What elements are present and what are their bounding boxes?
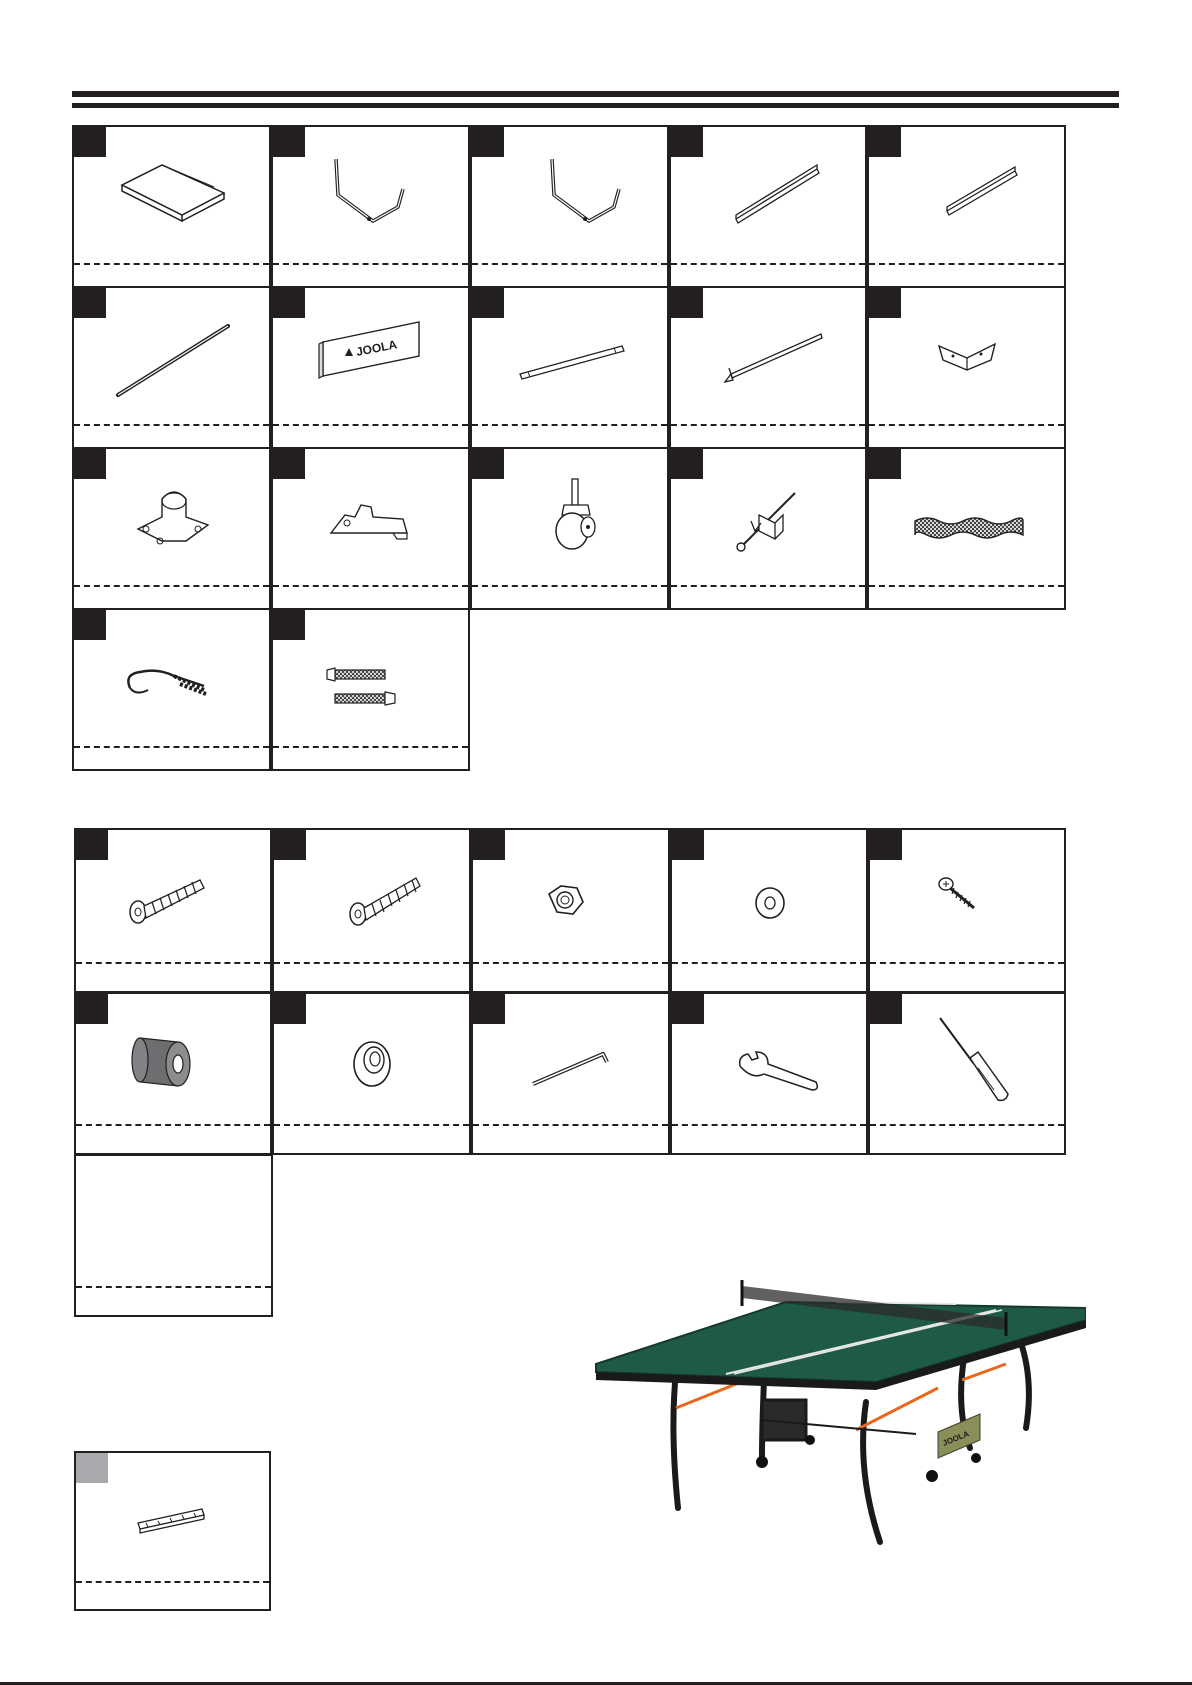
quantity-line	[76, 1581, 269, 1583]
hardware-cell-8	[471, 992, 670, 1155]
angle-rail-icon	[671, 127, 869, 290]
quantity-line	[869, 585, 1064, 587]
quantity-line	[672, 1124, 866, 1126]
quantity-line	[273, 424, 468, 426]
quantity-line	[472, 263, 667, 265]
hardware-cell-10	[868, 992, 1066, 1155]
rubber-spacer-icon	[76, 994, 274, 1157]
part-cell-11	[72, 447, 271, 610]
logo-panel-icon	[273, 288, 472, 451]
quantity-line	[671, 424, 865, 426]
long-rod-icon	[74, 288, 273, 451]
hinge-icon	[76, 1453, 273, 1613]
part-cell-9	[669, 286, 867, 449]
bolt-icon	[76, 830, 274, 995]
u-frame-leg-icon	[472, 127, 671, 290]
corner-bracket-icon	[869, 288, 1068, 451]
header-rule-top	[72, 91, 1119, 97]
net-icon	[869, 449, 1068, 612]
hex-nut-icon	[473, 830, 672, 995]
strap-cord-icon	[74, 610, 273, 773]
quantity-line	[76, 962, 270, 964]
quantity-line	[274, 962, 469, 964]
quantity-line	[869, 263, 1064, 265]
hardware-cell-3	[471, 828, 670, 993]
quantity-line	[273, 746, 468, 748]
latch-pin-icon	[671, 449, 869, 612]
washer-icon	[672, 830, 870, 995]
hardware-cell-9	[670, 992, 868, 1155]
hardware-cell-11	[74, 1154, 273, 1317]
bolt-icon	[274, 830, 473, 995]
part-cell-16	[72, 608, 271, 771]
brace-arm-icon	[671, 288, 869, 451]
extra-part-cell	[74, 1451, 271, 1611]
quantity-line	[870, 962, 1064, 964]
wrench-icon	[672, 994, 870, 1157]
quantity-line	[76, 1124, 270, 1126]
quantity-line	[74, 746, 269, 748]
u-frame-leg-icon	[273, 127, 472, 290]
quantity-line	[671, 585, 865, 587]
quantity-line	[74, 424, 269, 426]
quantity-line	[74, 263, 269, 265]
quantity-line	[472, 585, 667, 587]
part-cell-6	[72, 286, 271, 449]
quantity-line	[472, 424, 667, 426]
part-cell-2	[271, 125, 470, 288]
header-rule-bottom	[72, 103, 1119, 108]
quantity-line	[274, 1124, 469, 1126]
quantity-line	[672, 962, 866, 964]
panel-logo-text: JOOLA	[354, 337, 399, 359]
tube-bar-icon	[472, 288, 671, 451]
quantity-line	[273, 585, 468, 587]
part-cell-10	[867, 286, 1066, 449]
part-cell-1	[72, 125, 271, 288]
hardware-cell-2	[272, 828, 471, 993]
quantity-line	[76, 1286, 271, 1288]
part-cell-17	[271, 608, 470, 771]
part-cell-12	[271, 447, 470, 610]
short-angle-rail-icon	[869, 127, 1068, 290]
quantity-line	[74, 585, 269, 587]
net-clips-icon	[273, 610, 472, 773]
wood-screw-icon	[870, 830, 1068, 995]
hardware-cell-6	[74, 992, 272, 1155]
folded-sheet-icon	[74, 127, 273, 290]
part-cell-3	[470, 125, 669, 288]
hardware-cell-1	[74, 828, 272, 993]
quantity-line	[473, 1124, 668, 1126]
quantity-line	[671, 263, 865, 265]
quantity-line	[273, 263, 468, 265]
cap-washer-icon	[274, 994, 473, 1157]
ping-pong-table-icon	[586, 1280, 1086, 1550]
part-cell-13	[470, 447, 669, 610]
net-logo-text: JOOLA	[941, 1429, 971, 1448]
quantity-line	[870, 1124, 1064, 1126]
hardware-cell-7	[272, 992, 471, 1155]
hardware-cell-4	[670, 828, 868, 993]
hook-plate-icon	[273, 449, 472, 612]
hardware-cell-5	[868, 828, 1066, 993]
part-cell-5	[867, 125, 1066, 288]
part-cell-14	[669, 447, 867, 610]
caster-wheel-icon	[472, 449, 671, 612]
quantity-line	[473, 962, 668, 964]
pipe-clamp-icon	[74, 449, 273, 612]
part-cell-4	[669, 125, 867, 288]
allen-key-icon	[473, 994, 672, 1157]
part-cell-8	[470, 286, 669, 449]
screwdriver-icon	[870, 994, 1068, 1157]
part-cell-15	[867, 447, 1066, 610]
part-cell-7	[271, 286, 470, 449]
quantity-line	[869, 424, 1064, 426]
